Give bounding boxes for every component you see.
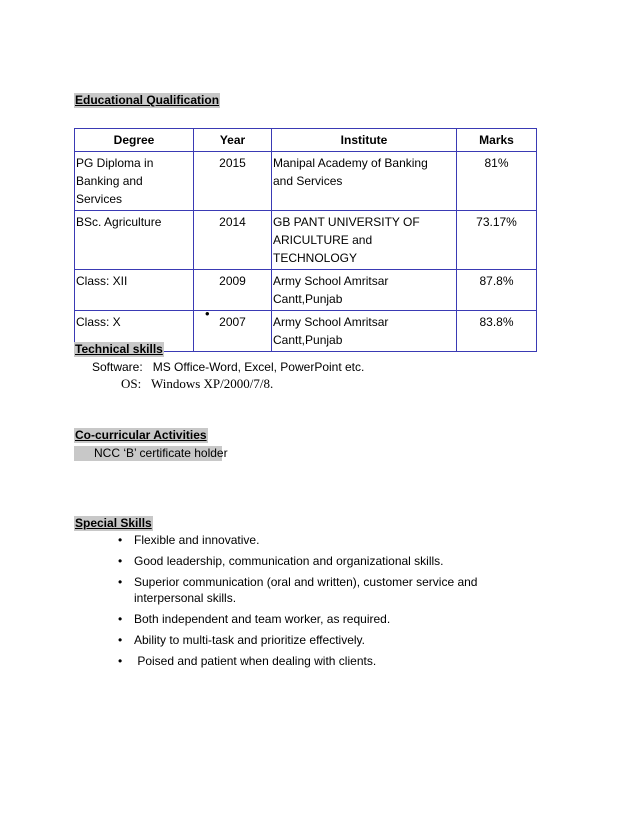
software-label: Software:: [92, 360, 143, 374]
skill-text: Poised and patient when dealing with clients.: [134, 654, 377, 668]
skill-text: Good leadership, communication and organizational skills.: [134, 554, 444, 568]
skill-text: Superior communication (oral and written), customer service and interpersonal skills.: [134, 575, 478, 605]
cocurricular-heading: Co-curricular Activities: [75, 428, 207, 442]
marks-cell: 87.8%: [457, 270, 537, 311]
bullet-glyph: •: [118, 575, 123, 589]
os-line: [121, 376, 273, 392]
column-header-year: Year: [194, 129, 272, 152]
skill-text: Both independent and team worker, as required.: [134, 612, 391, 626]
year-cell: 2007: [194, 311, 272, 352]
degree-line: Class: X: [76, 315, 121, 329]
bullet-glyph: •: [118, 554, 123, 568]
table-row: [75, 270, 537, 311]
year-cell: 2015: [194, 152, 272, 211]
special-heading: Special Skills: [75, 516, 152, 530]
bullet-glyph: •: [118, 612, 123, 626]
column-header-marks: Marks: [457, 129, 537, 152]
software-line: [92, 360, 364, 374]
marks-cell: 73.17%: [457, 211, 537, 270]
list-item: [118, 653, 548, 669]
institute-line: Cantt,Punjab: [273, 333, 343, 347]
education-heading: Educational Qualification: [75, 93, 220, 107]
education-table: [74, 128, 537, 352]
table-row: [75, 211, 537, 270]
column-header-institute: Institute: [272, 129, 457, 152]
software-value: MS Office-Word, Excel, PowerPoint etc.: [152, 360, 365, 374]
degree-cell: [75, 270, 194, 311]
marks-cell: 83.8%: [457, 311, 537, 352]
institute-line: GB PANT UNIVERSITY OF: [273, 215, 420, 229]
institute-line: Cantt,Punjab: [273, 292, 343, 306]
degree-line: Banking and Services: [76, 174, 143, 206]
os-label: OS:: [121, 376, 142, 391]
bullet-glyph: •: [118, 654, 123, 668]
institute-cell: [272, 211, 457, 270]
stray-bullet: •: [205, 306, 210, 321]
skill-text: Ability to multi-task and prioritize effectively.: [134, 633, 365, 647]
institute-line: and Services: [273, 174, 343, 188]
list-item: [118, 632, 548, 648]
table-row: [75, 152, 537, 211]
degree-line: PG Diploma in: [76, 156, 154, 170]
technical-heading: Technical skills: [75, 342, 163, 356]
institute-line: ARICULTURE and TECHNOLOGY: [273, 233, 373, 265]
institute-cell: [272, 270, 457, 311]
degree-line: BSc. Agriculture: [76, 215, 162, 229]
degree-cell: [75, 211, 194, 270]
bullet-glyph: •: [118, 533, 123, 547]
list-item: [118, 611, 548, 627]
list-item: [118, 574, 548, 606]
marks-cell: 81%: [457, 152, 537, 211]
institute-line: Manipal Academy of Banking: [273, 156, 428, 170]
table-header-row: [75, 129, 537, 152]
year-cell: 2009: [194, 270, 272, 311]
institute-line: Army School Amritsar: [273, 274, 389, 288]
list-item: [118, 532, 548, 548]
column-header-degree: Degree: [75, 129, 194, 152]
degree-line: Class: XII: [76, 274, 128, 288]
institute-cell: [272, 152, 457, 211]
list-item: [118, 553, 548, 569]
skill-text: Flexible and innovative.: [134, 533, 260, 547]
degree-cell: [75, 152, 194, 211]
special-skills-list: [118, 532, 548, 674]
cocurricular-item: NCC ‘B’ certificate holder: [74, 446, 222, 461]
year-cell: 2014: [194, 211, 272, 270]
institute-line: Army School Amritsar: [273, 315, 389, 329]
bullet-glyph: •: [118, 633, 123, 647]
institute-cell: [272, 311, 457, 352]
os-value: Windows XP/2000/7/8.: [150, 376, 274, 391]
